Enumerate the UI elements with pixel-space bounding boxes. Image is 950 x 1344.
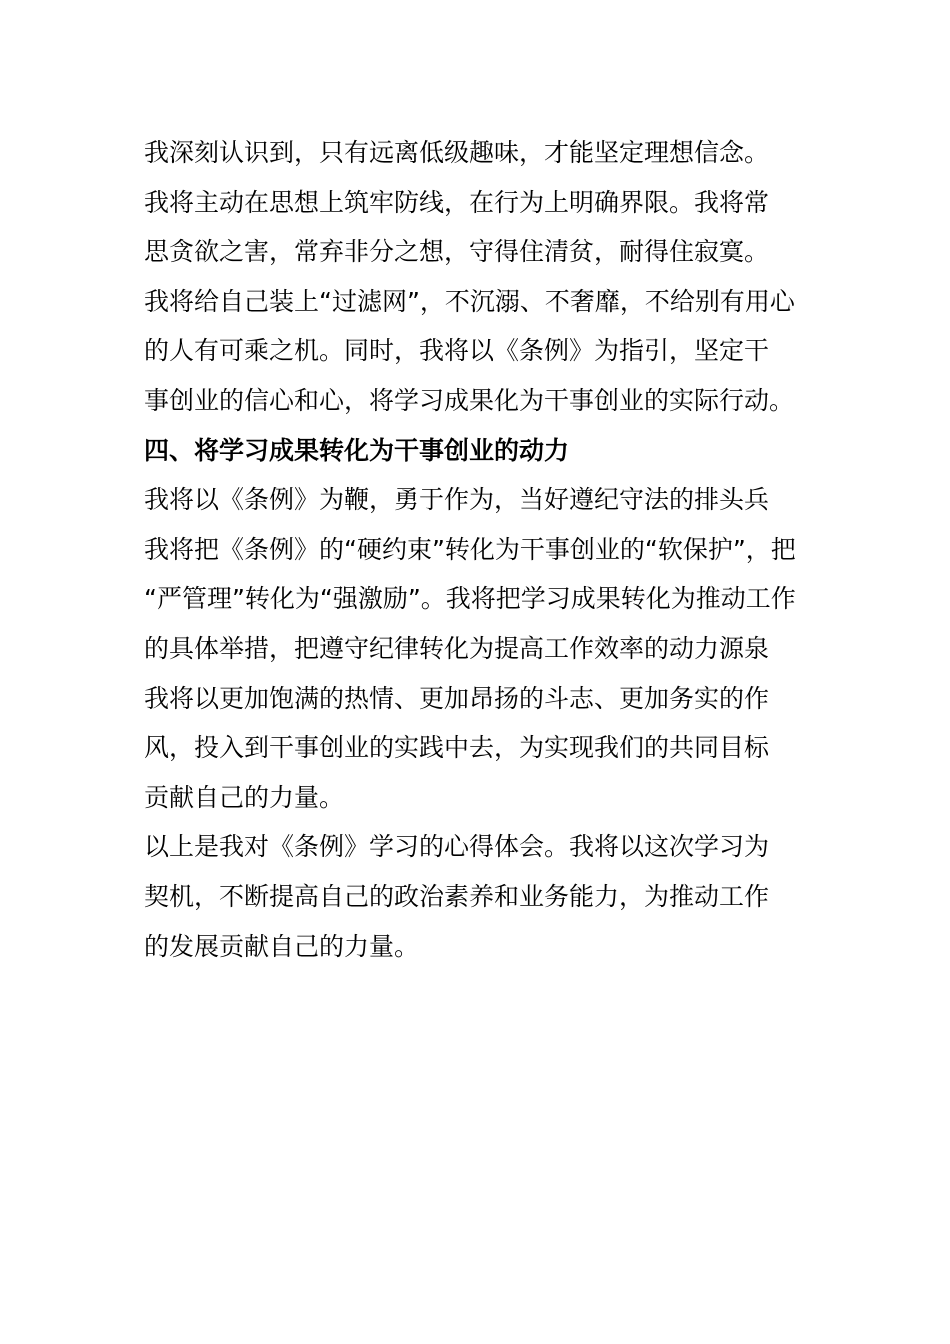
body-line: 我深刻认识到，只有远离低级趣味，才能坚定理想信念。 [144, 138, 770, 167]
section-line: 风，投入到干事创业的实践中去，为实现我们的共同目标 [144, 733, 770, 763]
document-body [144, 128, 806, 971]
section-line: “严管理”转化为“强激励”。我将把学习成果转化为推动工作 [144, 584, 796, 614]
closing-line: 契机，不断提高自己的政治素养和业务能力，为推动工作 [144, 881, 770, 911]
section-line: 我将把《条例》的“硬约束”转化为干事创业的“软保护”，把 [144, 534, 796, 564]
section-heading: 四、将学习成果转化为干事创业的动力 [144, 435, 570, 465]
closing-line: 以上是我对《条例》学习的心得体会。我将以这次学习为 [144, 832, 770, 862]
body-line: 我将给自己装上“过滤网”，不沉溺、不奢靡，不给别有用心 [144, 286, 795, 316]
body-line: 事创业的信心和心，将学习成果化为干事创业的实际行动。 [144, 385, 795, 415]
closing-line: 的发展贡献自己的力量。 [144, 931, 420, 961]
section-line: 我将以《条例》为鞭，勇于作为，当好遵纪守法的排头兵 [144, 485, 770, 515]
section-line: 的具体举措，把遵守纪律转化为提高工作效率的动力源泉 [144, 633, 770, 663]
body-line: 我将主动在思想上筑牢防线，在行为上明确界限。我将常 [144, 187, 770, 217]
section-line: 我将以更加饱满的热情、更加昂扬的斗志、更加务实的作 [144, 683, 770, 713]
section-line: 贡献自己的力量。 [144, 782, 345, 812]
body-line: 思贪欲之害，常弃非分之想，守得住清贫，耐得住寂寞。 [144, 237, 770, 267]
body-line: 的人有可乘之机。同时，我将以《条例》为指引，坚定干 [144, 336, 770, 366]
